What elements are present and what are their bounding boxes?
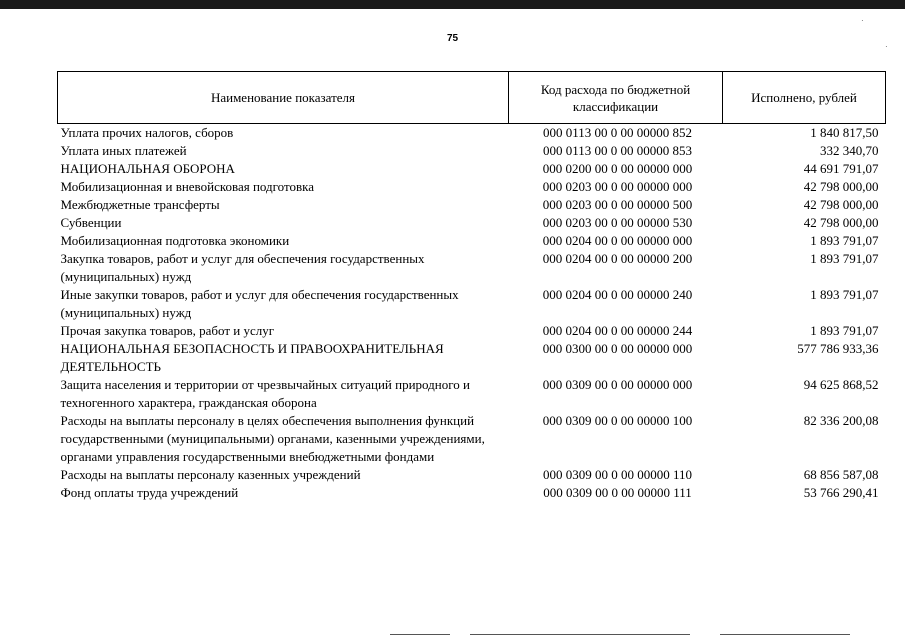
table-row <box>58 376 886 412</box>
row-code: 000 0204 00 0 00 00000 240 <box>542 287 693 302</box>
row-code: 000 0300 00 0 00 00000 000 <box>542 341 693 356</box>
row-name: Фонд оплаты труда учреждений <box>60 485 239 500</box>
scan-bottom-mark <box>720 634 850 635</box>
row-code: 000 0204 00 0 00 00000 000 <box>542 233 693 248</box>
row-code: 000 0203 00 0 00 00000 000 <box>542 179 693 194</box>
header-code: Код расхода по бюджетной классификации <box>509 72 723 124</box>
table-row <box>58 484 886 502</box>
row-code: 000 0204 00 0 00 00000 200 <box>542 251 693 266</box>
row-name: Прочая закупка товаров, работ и услуг <box>60 323 275 338</box>
row-code: 000 0309 00 0 00 00000 110 <box>542 467 693 482</box>
row-amount: 53 766 290,41 <box>803 485 879 500</box>
table-row <box>58 466 886 484</box>
row-code: 000 0309 00 0 00 00000 100 <box>542 413 693 428</box>
scan-bottom-mark <box>390 634 450 635</box>
row-code: 000 0204 00 0 00 00000 244 <box>542 323 693 338</box>
row-name: Субвенции <box>60 215 122 230</box>
row-amount: 42 798 000,00 <box>803 179 879 194</box>
row-name: Закупка товаров, работ и услуг для обеспечения государственных (муниципальных) нужд <box>60 251 425 284</box>
row-amount: 1 840 817,50 <box>810 125 879 140</box>
scan-mark: · <box>885 42 888 51</box>
row-code: 000 0203 00 0 00 00000 530 <box>542 215 693 230</box>
row-amount: 44 691 791,07 <box>803 161 879 176</box>
row-code: 000 0113 00 0 00 00000 853 <box>542 143 693 158</box>
scan-bottom-mark <box>470 634 690 635</box>
table-row <box>58 142 886 160</box>
header-name: Наименование показателя <box>58 72 509 124</box>
row-code: 000 0200 00 0 00 00000 000 <box>542 161 693 176</box>
row-amount: 1 893 791,07 <box>810 287 879 302</box>
row-amount: 1 893 791,07 <box>810 233 879 248</box>
row-name: Иные закупки товаров, работ и услуг для обеспечения государственных (муниципальных) нужд <box>60 287 459 320</box>
row-name: Уплата прочих налогов, сборов <box>60 125 234 140</box>
table-row <box>58 124 886 143</box>
row-name: НАЦИОНАЛЬНАЯ БЕЗОПАСНОСТЬ И ПРАВООХРАНИТЕЛЬНАЯ ДЕЯТЕЛЬНОСТЬ <box>60 341 444 374</box>
row-amount: 94 625 868,52 <box>803 377 879 392</box>
row-name: НАЦИОНАЛЬНАЯ ОБОРОНА <box>60 161 235 176</box>
table-row <box>58 322 886 340</box>
row-amount: 332 340,70 <box>820 143 879 158</box>
row-name: Мобилизационная подготовка экономики <box>60 233 290 248</box>
row-amount: 68 856 587,08 <box>803 467 879 482</box>
row-name: Мобилизационная и вневойсковая подготовка <box>60 179 315 194</box>
table-row <box>58 232 886 250</box>
row-name: Расходы на выплаты персоналу казенных учреждений <box>60 467 361 482</box>
row-amount: 42 798 000,00 <box>803 197 879 212</box>
row-name: Межбюджетные трансферты <box>60 197 220 212</box>
row-name: Защита населения и территории от чрезвычайных ситуаций природного и техногенного характера, гражданская оборона <box>60 377 470 410</box>
table-row <box>58 286 886 322</box>
row-name: Уплата иных платежей <box>60 143 187 158</box>
table-row <box>58 196 886 214</box>
table-row <box>58 214 886 232</box>
table-row <box>58 178 886 196</box>
row-code: 000 0309 00 0 00 00000 111 <box>543 485 692 500</box>
budget-table <box>57 71 886 502</box>
table-row <box>58 160 886 178</box>
row-amount: 82 336 200,08 <box>803 413 879 428</box>
table-row <box>58 412 886 466</box>
table-header-row <box>58 72 886 124</box>
row-amount: 1 893 791,07 <box>810 323 879 338</box>
row-code: 000 0203 00 0 00 00000 500 <box>542 197 693 212</box>
scan-mark: · <box>861 16 864 25</box>
row-name: Расходы на выплаты персоналу в целях обеспечения выполнения функций государственными (муниципальными) органами, казенными учреждениями, органами управления государственными внебюджетными фондами <box>60 413 485 464</box>
row-amount: 1 893 791,07 <box>810 251 879 266</box>
header-amount: Исполнено, рублей <box>723 72 886 124</box>
table-row <box>58 250 886 286</box>
row-amount: 42 798 000,00 <box>803 215 879 230</box>
table-row <box>58 340 886 376</box>
scan-top-border <box>0 0 905 9</box>
row-code: 000 0113 00 0 00 00000 852 <box>542 125 693 140</box>
page-number: 75 <box>446 33 459 44</box>
row-code: 000 0309 00 0 00 00000 000 <box>542 377 693 392</box>
row-amount: 577 786 933,36 <box>797 341 879 356</box>
